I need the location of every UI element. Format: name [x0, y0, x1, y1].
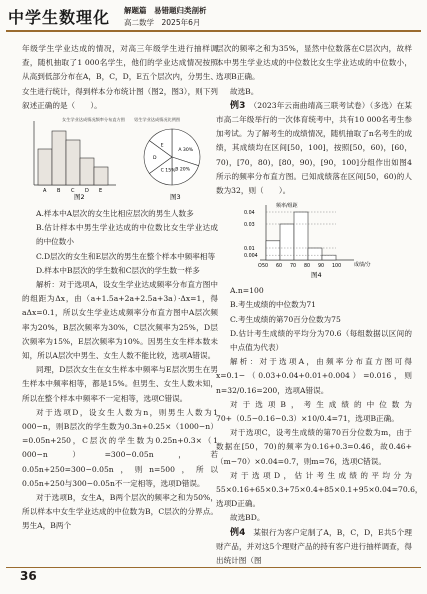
- fig3-title: 男生学业达成情况比例图: [134, 117, 181, 123]
- example-4-text: 某银行为客户定制了A，B，C，D，E共5个理财产品，并对这5个理财产品的持有客户进行抽样调查，得出统计图（图: [216, 527, 413, 566]
- right-option-b: B.考生成绩的中位数为71: [230, 300, 316, 310]
- left-analysis-d: 对于选项D，设女生人数为n，则男生人数为1 000−n，则B层次的学生数为0.3n+0.25×（1000−n）=0.05n+250，C层次的学生数为0.25n+0.3×（1 000−n）=300−0.05n，若0.05n+250=300−0.05n，则n=500，所以0.05n+250与300−0.05n不一定相等，选项D错误。: [22, 407, 218, 488]
- fig4-xtick-70: 70: [290, 264, 297, 270]
- left-option-a: A.样本中A层次的女生比相应层次的男生人数多: [36, 209, 194, 219]
- fig4-bar-65: [280, 224, 294, 260]
- right-option-c: C.考生成绩的第70百分位数为75: [230, 314, 341, 324]
- fig2-bar-e: [94, 167, 108, 185]
- fig3-caption: 图3: [170, 193, 181, 202]
- fig3-label-b: B 20%: [175, 167, 191, 173]
- example-3-text: （2023年云南曲靖高三联考试卷）（多选）在某市高二年级举行的一次体育统考中，共有10 000名考生参加考试。为了解考生的成绩情况，随机抽取了n名考生的成绩，其成绩均在区间[50，100]，按照[50，60)，[60，70)，[70，80)，[80，90)，[90，100]分组作出如图4所示的频率分布直方图。已知成绩落在区间[50，60)的人数为32，则（ ）。: [216, 100, 413, 196]
- fig4-bar-95: [322, 255, 336, 260]
- fig4-bar-75: [294, 212, 308, 260]
- fig3-label-a: A 30%: [178, 147, 194, 153]
- fig4-xtick-60: 60: [276, 264, 283, 270]
- figures-2-3: [22, 115, 218, 203]
- fig2-tick-d: D: [85, 188, 89, 195]
- right-analysis-c: 对于选项C，设考生成绩的第70百分位数为m，由于数据在[50，70)的频率为0.16+0.3=0.46，故0.46+（m−70）×0.04=0.7，则m=76，选项C错误。: [216, 428, 412, 466]
- fig4-bar-55: [266, 241, 280, 260]
- fig3-label-d: D: [153, 156, 157, 162]
- fig4-xtick-80: 80: [304, 264, 311, 270]
- right-analysis-a: 解析：对于选项A，由频率分布直方图可得x=0.1−（0.03+0.04+0.01+0.004）=0.016，则n=32/0.16=200，选项A错误。: [216, 357, 412, 395]
- fig4-xlabel: 成绩/分: [354, 262, 371, 269]
- left-analysis: 解析：对于选项A，设女生学业达成频率分布直方图中的组距为Δx，由（a+1.5a+2a+2.5a+3a）·Δx=1，得aΔx=0.1，所以女生学业达成频率分布直方图中A层次频率为20%，B层次频率为30%，C层次频率为25%，D层次频率为15%，E层次频率为10%。因男生女生样本数未知，所以A层次中男生、女生人数不能比较，选项A错误。: [22, 280, 218, 361]
- page-header: [0, 0, 427, 38]
- page-number: 36: [20, 569, 37, 583]
- issue-label: 高二数学 2025年6月: [124, 18, 201, 27]
- example-3-label: 例3: [230, 100, 246, 111]
- fig2-caption: 图2: [74, 193, 85, 202]
- fig2-tick-c: C: [71, 188, 75, 195]
- fig4-xtick-50: 50: [262, 264, 269, 270]
- fig2-tick-a: A: [43, 188, 47, 195]
- fig4-xtick-90: 90: [318, 264, 325, 270]
- fig3-label-e: E: [160, 143, 164, 149]
- fig3-label-c: C 15%: [160, 168, 176, 174]
- fig2-title: 女生学业达成情况频率分布直方图: [62, 117, 125, 123]
- magazine-brand: 中学生数理化: [8, 8, 111, 27]
- right-option-a: A.n=100: [230, 286, 264, 296]
- figure-row-2-3: [22, 115, 218, 203]
- left-option-d: D.样本中B层次的学生数和C层次的学生数一样多: [36, 265, 200, 275]
- example-4-label: 例4: [230, 527, 246, 538]
- fig4-ytick-3: 0.004: [244, 254, 258, 260]
- right-answer-2: 故选BD。: [230, 513, 265, 523]
- section-label: 解题篇 易错题归类剖析: [124, 6, 207, 15]
- right-analysis-d: 对于选项D，估计考生成绩的平均分为55×0.16+65×0.3+75×0.4+85×0.1+95×0.04=70.6，选项D正确。: [216, 470, 423, 509]
- figure-4: [216, 200, 412, 280]
- fig3-pie: [144, 129, 200, 185]
- fig4-histogram: [216, 200, 412, 280]
- fig4-ytick-1: 0.03: [244, 223, 255, 229]
- fig4-origin: O: [258, 264, 262, 270]
- footer-rule: [6, 567, 421, 568]
- left-option-b: B.估计样本中男生学业达成的中位数比女生学业达成的中位数小: [36, 223, 218, 247]
- left-column: [22, 42, 218, 534]
- left-intro: 年级学生学业达成的情况，对高三年级学生进行抽样调查，随机抽取了1 000名学生，他们的学业达成情况按照从高到低部分布在A，B，C，D，E五个层次内，分男生、女生进行统计，得到样本分布统计图（图2，图3），则下列叙述正确的是（ ）。: [22, 44, 218, 110]
- right-analysis-b: 对于选项B，考生成绩的中位数为70+（0.5−0.16−0.3）×10/0.4=71，选项B正确。: [216, 399, 412, 424]
- fig4-ytick-2: 0.01: [244, 247, 255, 253]
- fig2-bar-b: [52, 131, 66, 185]
- page-footer: [0, 567, 427, 594]
- header-rule: [6, 30, 421, 32]
- fig4-ytick-0: 0.04: [244, 211, 255, 217]
- left-analysis-b: 对于选项B，女生A，B两个层次的频率之和为50%，所以样本中女生学业达成的中位数为B，C层次的分界点。男生A，B两个: [22, 493, 218, 531]
- right-column: [216, 42, 423, 568]
- fig2-bar-d: [80, 158, 94, 185]
- right-answer-1: 故选B。: [230, 86, 259, 96]
- fig4-ylabel: 频率/组距: [276, 203, 298, 210]
- fig4-bar-85: [308, 248, 322, 260]
- fig2-bar-a: [38, 149, 52, 185]
- fig2-tick-b: B: [57, 188, 61, 195]
- left-analysis-c: 同理，D层次女生在女生样本中频率与E层次男生在男生样本中频率相等，都是15%。但男生、女生人数未知，所以在整个样本中频率不一定相等，选项C错误。: [22, 365, 218, 403]
- fig2-bar-c: [66, 140, 80, 185]
- fig4-xtick-100: 100: [332, 264, 342, 270]
- fig4-caption: 图4: [311, 271, 322, 280]
- left-option-c: C.D层次的女生和E层次的男生在整个样本中频率相等: [36, 251, 216, 261]
- right-option-d: D.估计考生成绩的平均分为70.6（每组数据以区间的中点值为代表）: [230, 328, 412, 353]
- fig2-tick-e: E: [99, 188, 103, 195]
- right-continuation: 层次的频率之和为35%，显然中位数落在C层次内，故样本中男生学业达成的中位数比女生学业达成的中位数小，选项B正确。: [216, 44, 412, 82]
- fig2-histogram: [34, 116, 125, 194]
